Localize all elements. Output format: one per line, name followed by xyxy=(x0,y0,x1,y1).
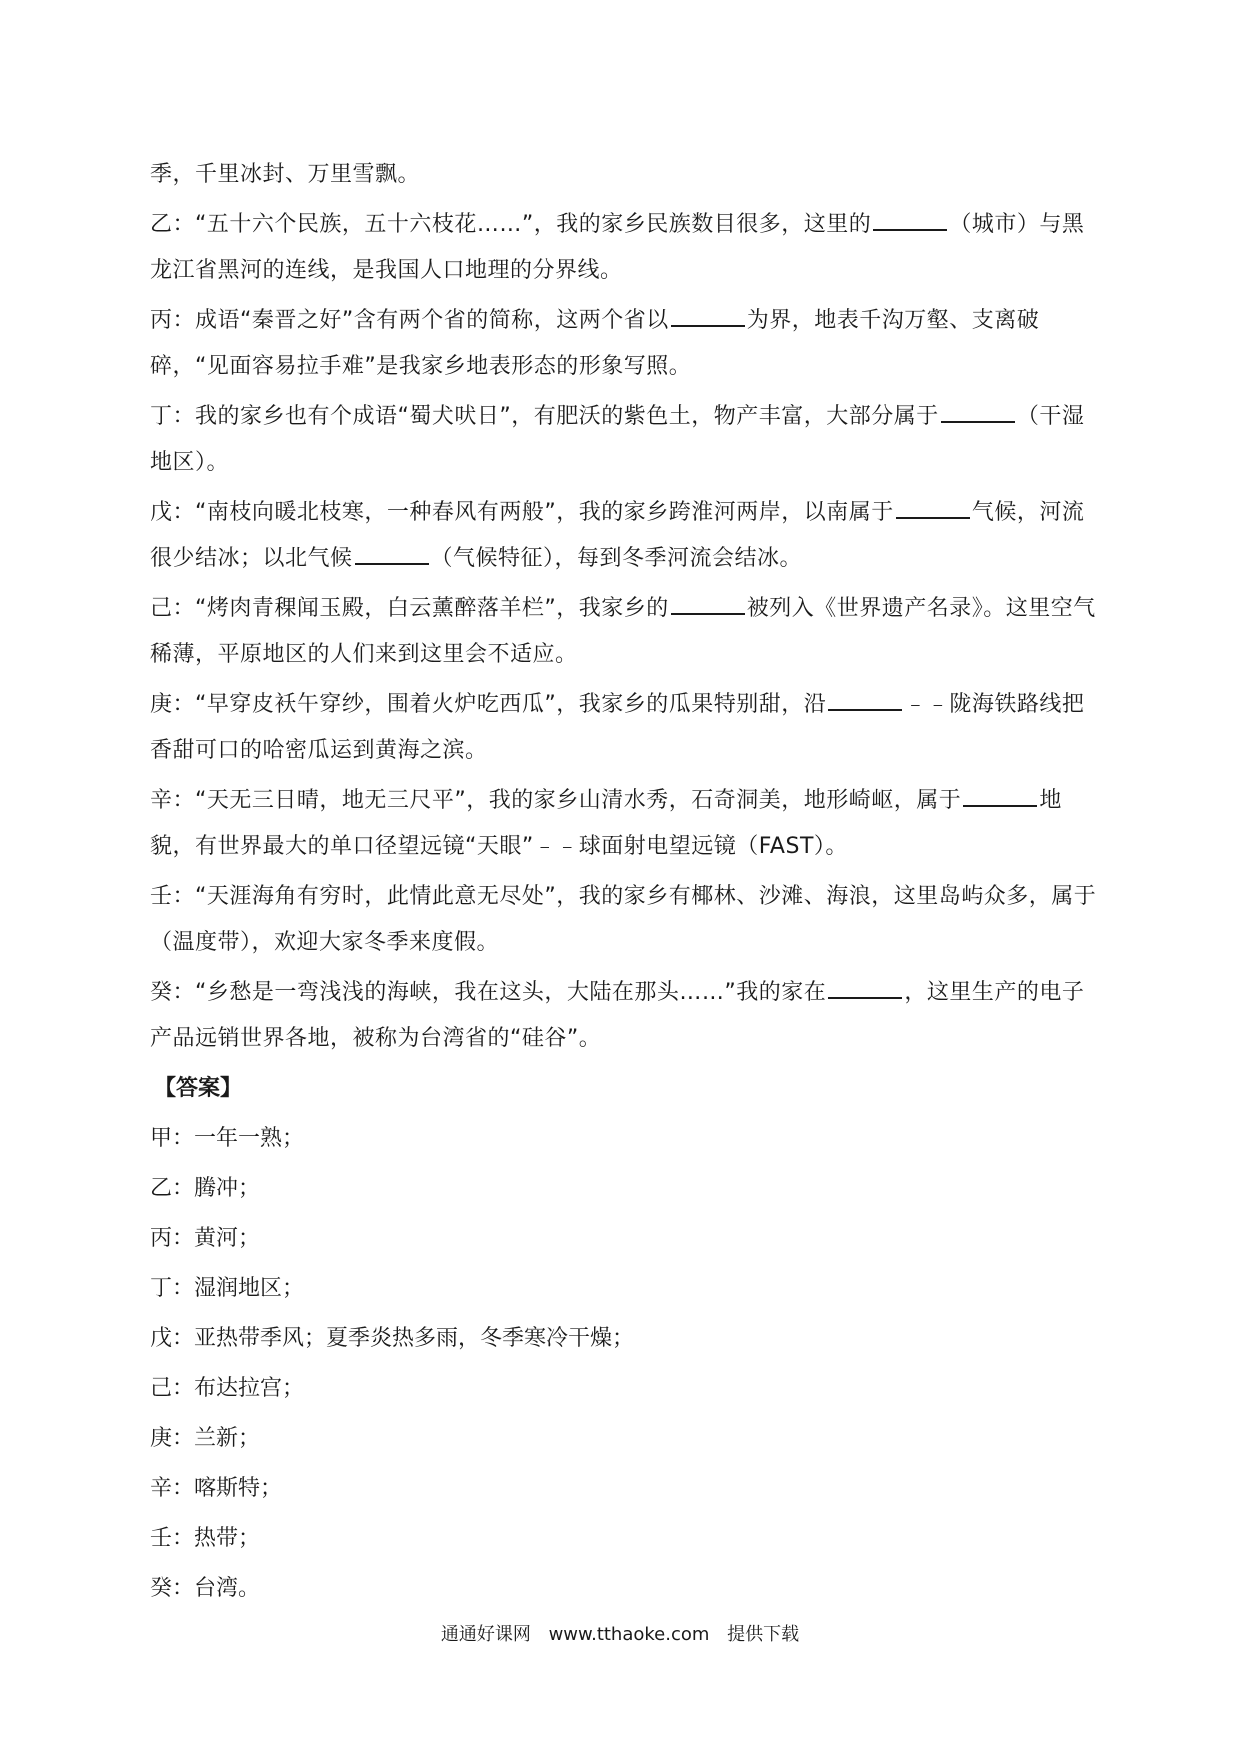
question-geng xyxy=(150,682,1098,774)
document-content xyxy=(150,152,1098,1616)
answer-blank[interactable] xyxy=(355,541,429,565)
question-jia-continuation xyxy=(150,152,1098,198)
question-text: 庚：“早穿皮袄午穿纱，围着火炉吃西瓜”，我家乡的瓜果特别甜，沿 xyxy=(150,692,827,717)
question-ji xyxy=(150,586,1098,678)
answer-line: 癸：台湾。 xyxy=(150,1576,261,1601)
question-text: 丙：成语“秦晋之好”含有两个省的简称，这两个省以 xyxy=(150,308,669,333)
question-bing xyxy=(150,298,1098,390)
answer-blank[interactable] xyxy=(828,975,902,999)
answer-line: 丁：湿润地区； xyxy=(150,1276,305,1301)
question-xin xyxy=(150,778,1098,870)
question-text: （气候特征），每到冬季河流会结冰。 xyxy=(430,546,803,571)
answer-line: 己：布达拉宫； xyxy=(150,1376,305,1401)
question-wu xyxy=(150,490,1098,582)
answer-line: 戊：亚热带季风；夏季炎热多雨，冬季寒冷干燥； xyxy=(150,1326,635,1351)
footer-site-name: 通通好课网 xyxy=(440,1624,531,1645)
question-text: 丁：我的家乡也有个成语“蜀犬吠日”，有肥沃的紫色土，物产丰富，大部分属于 xyxy=(150,404,939,429)
question-text: 乙：“五十六个民族，五十六枝花……”，我的家乡民族数目很多，这里的 xyxy=(150,212,872,237)
question-text: 戊：“南枝向暖北枝寒，一种春风有两般”，我的家乡跨淮河两岸，以南属于 xyxy=(150,500,894,525)
answer-blank[interactable] xyxy=(828,687,902,711)
question-text: 季，千里冰封、万里雪飘。 xyxy=(150,162,421,187)
question-ren xyxy=(150,874,1098,966)
question-text: 癸：“乡愁是一弯浅浅的海峡，我在这头，大陆在那头……”我的家在 xyxy=(150,980,827,1005)
question-text: ，这里生产的电子产品远销世界各地，被称为台湾省的“硅谷”。 xyxy=(150,980,1085,1051)
footer-suffix: 提供下载 xyxy=(727,1624,800,1645)
question-yi xyxy=(150,202,1098,294)
answer-blank[interactable] xyxy=(671,591,745,615)
question-gui xyxy=(150,970,1098,1062)
answer-line: 壬：热带； xyxy=(150,1526,261,1551)
page-footer xyxy=(0,1620,1240,1646)
answer-line: 辛：喀斯特； xyxy=(150,1476,283,1501)
question-text: 壬：“天涯海角有穷时，此情此意无尽处”，我的家乡有椰林、沙滩、海浪，这里岛屿众多，属于（温度带），欢迎大家冬季来度假。 xyxy=(150,884,1097,955)
question-text: （城市）与黑龙江省黑河的连线，是我国人口地理的分界线。 xyxy=(150,212,1085,283)
answer-line: 庚：兰新； xyxy=(150,1426,261,1451)
answer-blank[interactable] xyxy=(941,399,1015,423)
question-text: （干湿地区）。 xyxy=(150,404,1085,475)
answer-line: 甲：一年一熟； xyxy=(150,1126,305,1151)
question-text: 被列入《世界遗产名录》。这里空气稀薄，平原地区的人们来到这里会不适应。 xyxy=(150,596,1096,667)
answer-blank[interactable] xyxy=(963,783,1037,807)
question-text: 为界，地表千沟万壑、支离破碎，“见面容易拉手难”是我家乡地表形态的形象写照。 xyxy=(150,308,1040,379)
answer-line: 丙：黄河； xyxy=(150,1226,261,1251)
answer-blank[interactable] xyxy=(671,303,745,327)
question-text: 地貌，有世界最大的单口径望远镜“天眼”﹣﹣球面射电望远镜（FAST）。 xyxy=(150,788,1062,859)
question-text: 己：“烤肉青稞闻玉殿，白云薰醉落羊栏”，我家乡的 xyxy=(150,596,669,621)
question-text: 气候，河流很少结冰；以北气候 xyxy=(150,500,1085,571)
question-text: ﹣﹣陇海铁路线把香甜可口的哈密瓜运到黄海之滨。 xyxy=(150,692,1085,763)
answer-heading: 【答案】 xyxy=(154,1076,243,1101)
question-text: 辛：“天无三日晴，地无三尺平”，我的家乡山清水秀，石奇洞美，地形崎岖，属于 xyxy=(150,788,962,813)
question-ding xyxy=(150,394,1098,486)
answer-line: 乙：腾冲； xyxy=(150,1176,261,1201)
footer-url-link[interactable]: www.tthaoke.com xyxy=(548,1624,710,1645)
answer-blank[interactable] xyxy=(896,495,970,519)
answer-blank[interactable] xyxy=(873,207,947,231)
